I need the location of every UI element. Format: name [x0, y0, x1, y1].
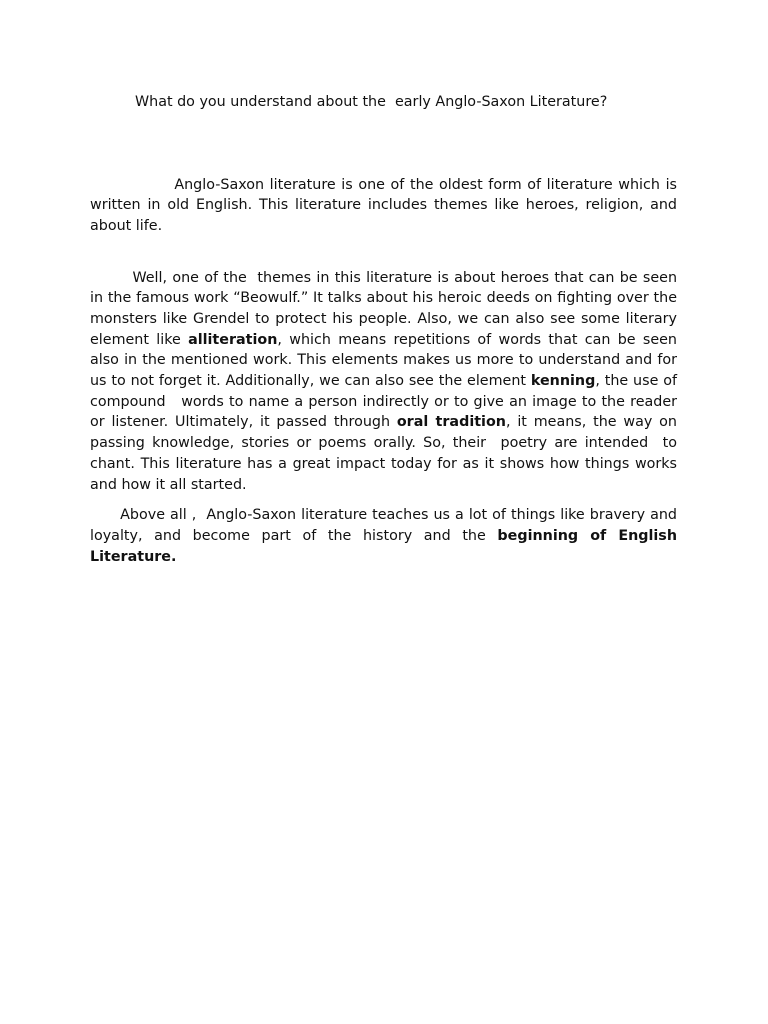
- essay-body: [90, 154, 682, 577]
- term-oral-tradition: oral tradition: [396, 414, 506, 431]
- themes-text-3: , the use of compound words to name a person indirectly or to give an image to the reader or listener. Ultimately, it passed through: [90, 373, 682, 431]
- paragraph-intro: [90, 154, 682, 258]
- themes-text-4: , it means, the way on passing knowledge, stories or poems orally. So, their poetry are intended to chant. This literature has a great impact today for as it shows how things works and how it all started.: [90, 414, 682, 493]
- term-beginning-of-english-literature: beginning of English Literature.: [90, 527, 682, 565]
- question-heading: What do you understand about the early Anglo-Saxon Literature?: [135, 94, 608, 110]
- paragraph-conclusion: [90, 505, 682, 567]
- term-kenning: kenning: [530, 373, 596, 390]
- term-alliteration: alliteration: [188, 331, 278, 348]
- themes-text-2: , which means repetitions of words that can be seen also in the mentioned work. This elements makes us more to understand and for us to not forget it. Additionally, we can also see the element: [90, 331, 682, 390]
- intro-text: Anglo-Saxon literature is one of the oldest form of literature which is written in old English. This literature includes themes like heroes, religion, and about life.: [90, 176, 682, 235]
- paragraph-themes: [90, 268, 682, 496]
- themes-text-1: Well, one of the themes in this literature is about heroes that can be seen in the famous work “Beowulf.” It talks about his heroic deeds on fighting over the monsters like Grendel to protect his people. Also, we can also see some literary element like: [90, 269, 682, 348]
- conclusion-text: Above all , Anglo-Saxon literature teaches us a lot of things like bravery and loyalty, and become part of the history and the: [90, 507, 682, 544]
